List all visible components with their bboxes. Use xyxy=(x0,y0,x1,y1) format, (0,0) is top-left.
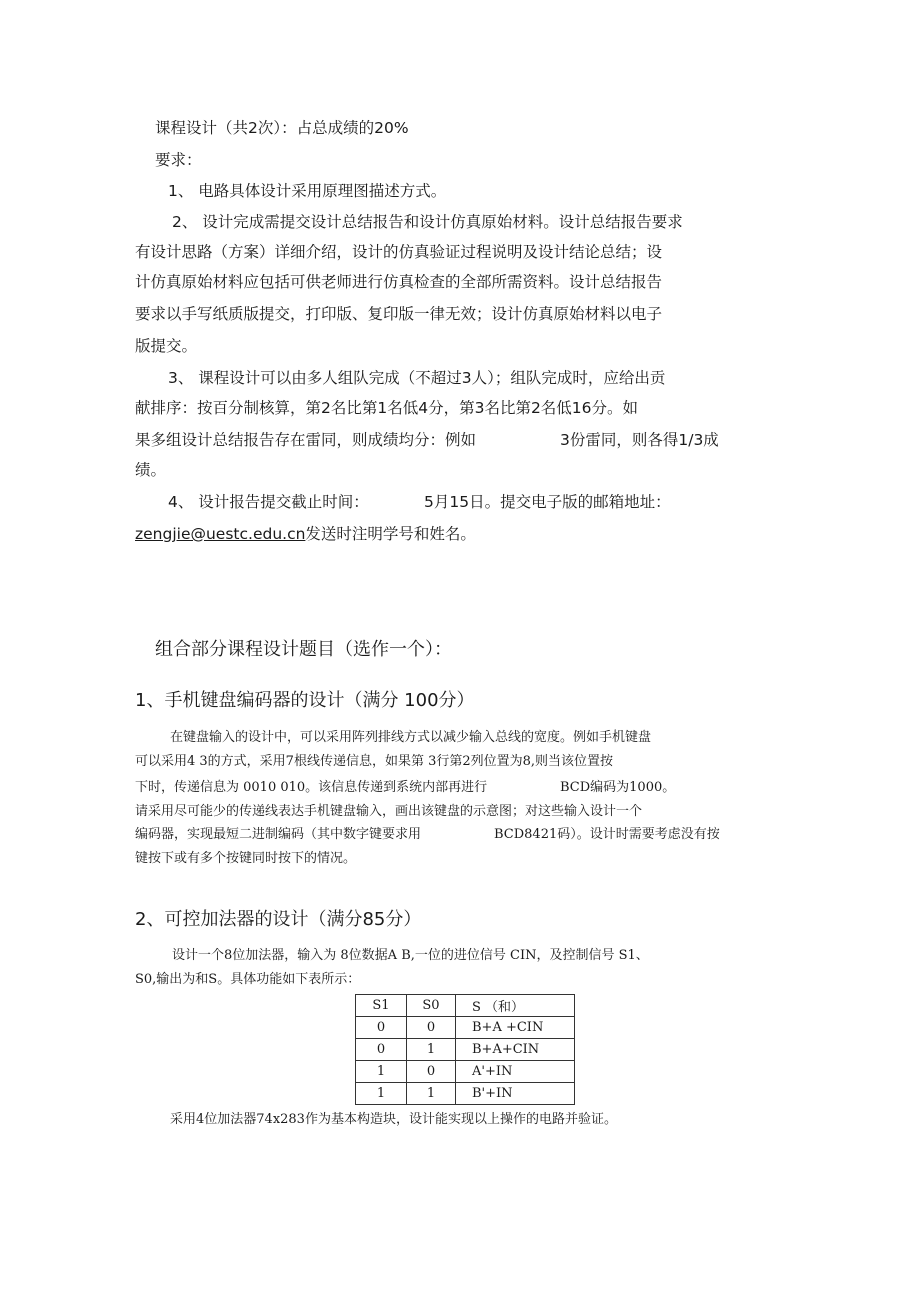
table-cell: 0 xyxy=(407,1061,456,1083)
deadline-date: 5月15日。提交电子版的邮箱地址： xyxy=(424,493,671,511)
requirement-2-line: 计仿真原始材料应包括可供老师进行仿真检查的全部所需资料。设计总结报告 xyxy=(135,273,663,291)
email-note: 发送时注明学号和姓名。 xyxy=(305,525,476,543)
table-cell: 1 xyxy=(407,1083,456,1105)
requirement-2-line: 有设计思路（方案）详细介绍，设计的仿真验证过程说明及设计结论总结；设 xyxy=(135,243,663,261)
topic2-footer: 采用4位加法器74x283作为基本构造块，设计能实现以上操作的电路并验证。 xyxy=(170,1112,617,1127)
deadline-label: 4、 设计报告提交截止时间： xyxy=(168,493,369,511)
function-table xyxy=(355,994,575,1105)
table-cell: 0 xyxy=(407,1017,456,1039)
requirement-1: 1、 电路具体设计采用原理图描述方式。 xyxy=(168,182,447,200)
table-row xyxy=(356,1083,575,1105)
requirement-3-line: 果多组设计总结报告存在雷同，则成绩均分：例如 xyxy=(135,431,477,449)
table-cell: 1 xyxy=(407,1039,456,1061)
table-cell: B+A +CIN xyxy=(456,1017,575,1039)
topic2-title: 2、可控加法器的设计（满分85分） xyxy=(135,909,422,930)
topic1-line: 编码器，实现最短二进制编码（其中数字键要求用 xyxy=(135,827,422,842)
section-title: 组合部分课程设计题目（选作一个）： xyxy=(155,639,452,660)
table-cell: 1 xyxy=(356,1083,407,1105)
table-header-row xyxy=(356,995,575,1017)
requirement-2-line: 2、 设计完成需提交设计总结报告和设计仿真原始材料。设计总结报告要求 xyxy=(172,213,683,231)
requirement-3-line: 绩。 xyxy=(135,461,167,479)
table-header-cell: S0 xyxy=(407,995,456,1017)
table-cell: 0 xyxy=(356,1039,407,1061)
topic2-line: S0,输出为和S。具体功能如下表所示： xyxy=(135,972,361,987)
table-cell: B'+IN xyxy=(456,1083,575,1105)
topic1-line: BCD编码为1000。 xyxy=(560,780,676,795)
email-link[interactable]: zengjie@uestc.edu.cn xyxy=(135,525,306,543)
topic1-line: 在键盘输入的设计中，可以采用阵列排线方式以减少输入总线的宽度。例如手机键盘 xyxy=(170,730,652,745)
topic1-title: 1、手机键盘编码器的设计（满分 100分） xyxy=(135,690,475,711)
topic1-line: 键按下或有多个按键同时按下的情况。 xyxy=(135,851,357,866)
requirement-3-line: 3份雷同，则各得1/3成 xyxy=(560,431,719,449)
table-header-cell: S1 xyxy=(356,995,407,1017)
table-row xyxy=(356,1061,575,1083)
requirement-3-line: 献排序：按百分制核算，第2名比第1名低4分，第3名比第2名低16分。如 xyxy=(135,399,639,417)
requirement-2-line: 版提交。 xyxy=(135,337,198,355)
topic2-line: 设计一个8位加法器，输入为 8位数据A B,一位的进位信号 CIN，及控制信号 S1、 xyxy=(172,948,649,963)
requirement-2-line: 要求以手写纸质版提交，打印版、复印版一律无效；设计仿真原始材料以电子 xyxy=(135,305,663,323)
topic1-line: 请采用尽可能少的传递线表达手机键盘输入，画出该键盘的示意图；对这些输入设计一个 xyxy=(135,804,643,819)
table-cell: A'+IN xyxy=(456,1061,575,1083)
requirement-3-line: 3、 课程设计可以由多人组队完成（不超过3人）；组队完成时，应给出贡 xyxy=(168,369,666,387)
topic1-line: 下时，传递信息为 0010 010。该信息传递到系统内部再进行 xyxy=(135,780,488,795)
requirements-label: 要求： xyxy=(155,151,202,169)
table-cell: 1 xyxy=(356,1061,407,1083)
table-cell: 0 xyxy=(356,1017,407,1039)
course-header-title: 课程设计（共2次）：占总成绩的20% xyxy=(155,119,409,137)
table-cell: B+A+CIN xyxy=(456,1039,575,1061)
email-line xyxy=(135,524,476,544)
table-header-cell: S （和） xyxy=(456,995,575,1017)
topic1-line: 可以采用4 3的方式，采用7根线传递信息，如果第 3行第2列位置为8,则当该位置按 xyxy=(135,754,614,769)
topic1-line: BCD8421码）。设计时需要考虑没有按 xyxy=(494,827,720,842)
table-row xyxy=(356,1017,575,1039)
table-row xyxy=(356,1039,575,1061)
